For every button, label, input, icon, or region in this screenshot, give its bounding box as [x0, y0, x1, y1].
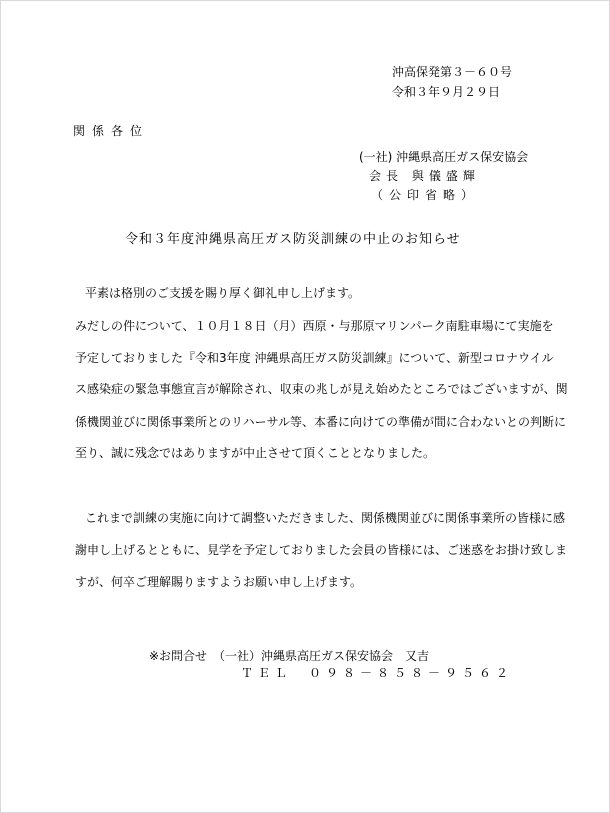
body-line: 至り、誠に残念ではありますが中止させて頂くこととなりました。 [75, 446, 436, 460]
document-title: 令和３年度沖縄県高圧ガス防災訓練の中止のお知らせ [125, 232, 461, 247]
sender-name: 会長 與儀盛輝 [369, 169, 480, 183]
body-line: 係機関並びに関係事業所とのリハーサル等、本番に向けての準備が間に合わないとの判断に [75, 415, 567, 429]
contact-info: ※お問合せ （一社）沖縄県高圧ガス保安協会 又吉 [149, 649, 430, 663]
body-line: 謝申し上げるとともに、見学を予定しておりました会員の皆様には、ご迷惑をお掛け致しま [75, 543, 568, 557]
body-line: 平素は格別のご支援を賜り厚く御礼申し上げます。 [85, 286, 361, 300]
body-line: これまで訓練の実施に向けて調整いただきました、関係機関並びに関係事業所の皆様に感 [85, 511, 566, 525]
document-number: 沖高保発第３－６０号 [392, 65, 513, 79]
addressee: 関係各位 [73, 124, 150, 138]
body-line: 予定しておりました『令和3年度 沖縄県高圧ガス防災訓練』について、新型コロナウイル [75, 351, 554, 365]
body-line: ス感染症の緊急事態宣言が解除され、収束の兆しが見え始めたところではございますが、関 [75, 382, 568, 396]
body-line: みだしの件について、１０月１８日（月）西原・与那原マリンパーク南駐車場にて実施を [75, 319, 554, 333]
body-line: すが、何卒ご理解賜りますようお願い申し上げます。 [75, 575, 363, 589]
contact-phone: ＴＥＬ ０９８－８５８－９５６２ [241, 666, 514, 680]
seal-omitted-note: （公印省略） [371, 188, 480, 202]
document-date: 令和３年９月２９日 [392, 85, 501, 99]
sender-organization: (一社) 沖縄県高圧ガス保安協会 [359, 150, 529, 164]
